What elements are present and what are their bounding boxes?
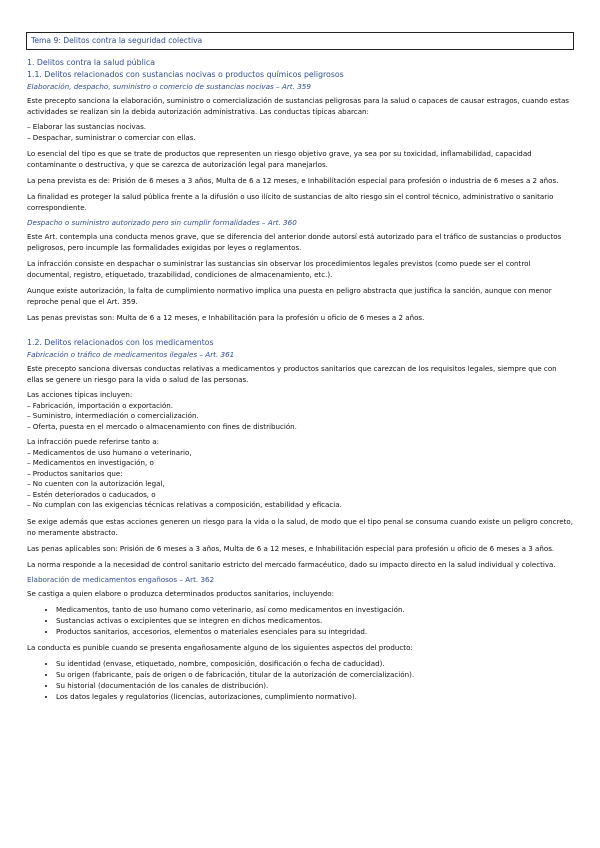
list-item: – Elaborar las sustancias nocivas. bbox=[27, 122, 147, 131]
list-item: • Su identidad (envase, etiquetado, nombre, composición, dosificación o fecha de caducidad). bbox=[56, 658, 574, 669]
article-359-heading: Elaboración, despacho, suministro o comercio de sustancias nocivas – Art. 359 bbox=[27, 82, 311, 91]
document-page bbox=[26, 32, 574, 707]
list-item: • Sustancias activas o excipientes que se integren en dichos medicamentos. bbox=[56, 615, 574, 626]
paragraph: Se exige además que estas acciones generen un riesgo para la vida o la salud, de modo que el tipo penal se consuma cuando existe un peligro concreto, no meramente abstracto. bbox=[27, 516, 574, 537]
list-item: – Despachar, suministrar o comerciar con ellas. bbox=[27, 132, 196, 142]
bullet-list bbox=[26, 604, 574, 637]
list-item: • Su historial (documentación de los canales de distribución). bbox=[56, 680, 574, 691]
list-item: • Su origen (fabricante, país de origen o de fabricación, titular de la autorización de comercialización). bbox=[56, 669, 574, 680]
article-362-heading: Elaboración de medicamentos engañosos – Art. 362 bbox=[27, 574, 215, 584]
paragraph: Las penas aplicables son: Prisión de 6 meses a 3 años, Multa de 6 a 12 meses, e Inhabilitación especial para profesión u oficio de 6 meses a 3 años. bbox=[27, 543, 555, 553]
paragraph: La infracción consiste en despachar o suministrar las sustancias sin observar los procedimientos legales previstos (como puede ser el control documental, registro, etiquetado, trazabilidad, condiciones de almacenamiento, etc.). bbox=[27, 259, 531, 279]
list-item: – Productos sanitarios que: bbox=[27, 468, 123, 478]
spacer bbox=[26, 328, 574, 338]
paragraph: Se castiga a quien elabore o produzca determinados productos sanitarios, incluyendo: bbox=[27, 588, 335, 598]
list-item: – Medicamentos de uso humano o veterinario, bbox=[27, 447, 192, 457]
list-item: – Oferta, puesta en el mercado o almacenamiento con fines de distribución. bbox=[27, 421, 297, 431]
paragraph: Este precepto sanciona la elaboración, suministro o comercialización de sustancias peligrosas para la salud o capaces de causar estragos, cuando estas actividades se realizan sin la debida autorización administrativa. Las conductas típicas abarcan: bbox=[27, 96, 569, 116]
paragraph: Aunque existe autorización, la falta de cumplimiento normativo implica una puesta en peligro abstracta que justifica la sanción, aunque con menor reproche penal que el Art. 359. bbox=[27, 286, 552, 306]
paragraph: La norma responde a la necesidad de control sanitario estricto del mercado farmacéutico, dado su impacto directo en la salud individual y colectiva. bbox=[27, 559, 556, 569]
section-heading: 1. Delitos contra la salud pública bbox=[27, 58, 155, 67]
paragraph: Este precepto sanciona diversas conductas relativas a medicamentos y productos sanitarios que carezcan de los requisitos legales, siempre que con ellas se genere un riesgo para la vida o salud de las personas. bbox=[27, 364, 557, 384]
paragraph: Las penas previstas son: Multa de 6 a 12 meses, e Inhabilitación para la profesión u oficio de 6 meses a 2 años. bbox=[27, 313, 425, 322]
document-title: Tema 9: Delitos contra la seguridad colectiva bbox=[26, 32, 574, 50]
subsection-heading: 1.2. Delitos relacionados con los medicamentos bbox=[27, 338, 214, 347]
paragraph: La infracción puede referirse tanto a: bbox=[27, 437, 159, 446]
list-item: – Suministro, intermediación o comercialización. bbox=[27, 411, 199, 420]
paragraph: Las acciones típicas incluyen: bbox=[27, 390, 133, 399]
paragraph: Este Art. contempla una conducta menos grave, que se diferencia del anterior donde autorsí está autorizado para el tráfico de sustancias o productos peligrosos, pero incumple las formalidades exigidas por leyes o reglamentos. bbox=[27, 232, 562, 252]
bullet-list bbox=[26, 658, 574, 702]
list-item: • Medicamentos, tanto de uso humano como veterinario, así como medicamentos en investigación. bbox=[56, 604, 574, 615]
article-360-heading: Despacho o suministro autorizado pero sin cumplir formalidades – Art. 360 bbox=[27, 218, 297, 227]
paragraph: La finalidad es proteger la salud pública frente a la difusión o uso ilícito de sustancias de alto riesgo sin el control técnico, administrativo o sanitario correspondiente. bbox=[27, 192, 554, 212]
list-item: – Fabricación, importación o exportación. bbox=[27, 400, 174, 410]
list-item: – Estén deteriorados o caducados, o bbox=[27, 489, 156, 499]
list-item: – Medicamentos en investigación, o bbox=[27, 458, 154, 467]
article-361-heading: Fabricación o tráfico de medicamentos ilegales – Art. 361 bbox=[27, 350, 235, 359]
paragraph: Lo esencial del tipo es que se trate de productos que representen un riesgo objetivo grave, ya sea por su toxicidad, inflamabilidad, capacidad contaminante o destructiva, y que se carezca de autorización legal para manejarlos. bbox=[27, 149, 532, 169]
list-item: • Productos sanitarios, accesorios, elementos o materiales esenciales para su integridad. bbox=[56, 626, 574, 637]
list-item: – No cuenten con la autorización legal, bbox=[27, 479, 165, 488]
list-item: – No cumplan con las exigencias técnicas relativas a composición, estabilidad y eficacia. bbox=[27, 500, 342, 509]
subsection-heading: 1.1. Delitos relacionados con sustancias nocivas o productos químicos peligrosos bbox=[27, 70, 344, 79]
paragraph: La pena prevista es de: Prisión de 6 meses a 3 años, Multa de 6 a 12 meses, e Inhabilitación especial para profesión o industria de 6 meses a 2 años. bbox=[27, 176, 559, 185]
list-item: • Los datos legales y regulatorios (licencias, autorizaciones, cumplimiento normativo). bbox=[56, 691, 574, 702]
paragraph: La conducta es punible cuando se presenta engañosamente alguno de los siguientes aspectos del producto: bbox=[27, 642, 413, 652]
